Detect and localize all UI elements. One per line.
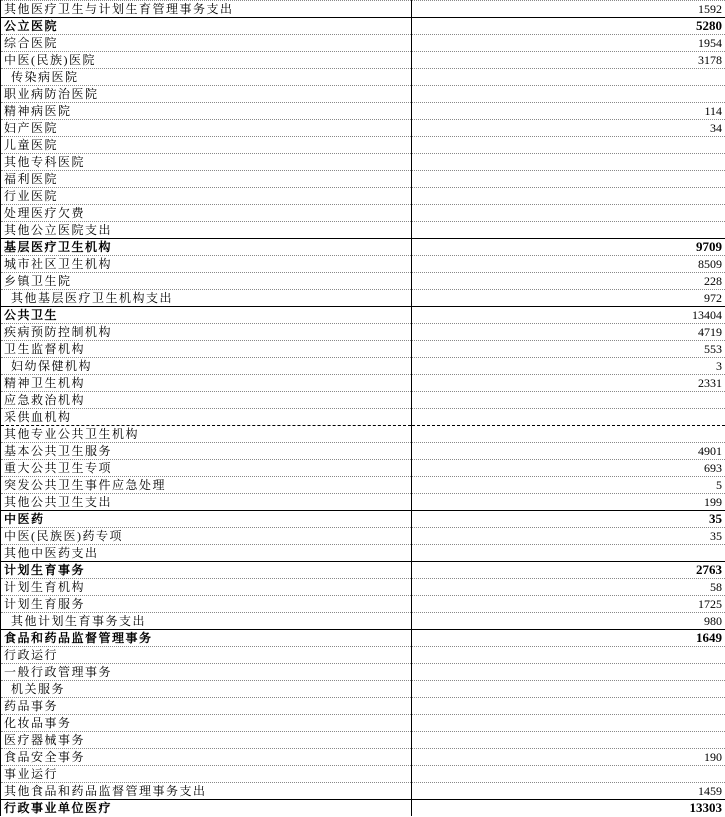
row-value: 35 (412, 528, 725, 545)
row-value (412, 222, 725, 239)
row-value (412, 664, 725, 681)
row-value (412, 154, 725, 171)
row-label: 机关服务 (1, 681, 412, 698)
row-label: 疾病预防控制机构 (1, 324, 412, 341)
table-row (1, 290, 725, 307)
row-value: 3 (412, 358, 725, 375)
table-row (1, 460, 725, 477)
table-row (1, 613, 725, 630)
table-row (1, 137, 725, 154)
row-label: 公共卫生 (1, 307, 412, 324)
row-value: 8509 (412, 256, 725, 273)
row-value: 3178 (412, 52, 725, 69)
row-value: 5 (412, 477, 725, 494)
row-value: 58 (412, 579, 725, 596)
row-value: 13404 (412, 307, 725, 324)
row-value: 1592 (412, 1, 725, 18)
row-value: 1459 (412, 783, 725, 800)
row-label: 其他公立医院支出 (1, 222, 412, 239)
row-value (412, 69, 725, 86)
table-row (1, 664, 725, 681)
row-value (412, 698, 725, 715)
row-value: 4901 (412, 443, 725, 460)
row-label: 食品安全事务 (1, 749, 412, 766)
row-value: 972 (412, 290, 725, 307)
table-row (1, 392, 725, 409)
row-label: 综合医院 (1, 35, 412, 52)
table-row (1, 86, 725, 103)
table-row (1, 375, 725, 392)
row-label: 行政运行 (1, 647, 412, 664)
row-value: 35 (412, 511, 725, 528)
row-label: 中医(民族)医院 (1, 52, 412, 69)
table-row (1, 596, 725, 613)
row-label: 卫生监督机构 (1, 341, 412, 358)
row-value: 1954 (412, 35, 725, 52)
row-label: 妇幼保健机构 (1, 358, 412, 375)
row-value: 553 (412, 341, 725, 358)
row-label: 一般行政管理事务 (1, 664, 412, 681)
table-row (1, 528, 725, 545)
row-label: 基本公共卫生服务 (1, 443, 412, 460)
expenditure-table-body (1, 1, 725, 817)
row-value (412, 171, 725, 188)
row-value (412, 188, 725, 205)
row-label: 职业病防治医院 (1, 86, 412, 103)
row-label: 化妆品事务 (1, 715, 412, 732)
row-value (412, 426, 725, 443)
row-value (412, 86, 725, 103)
table-row (1, 749, 725, 766)
table-row (1, 188, 725, 205)
row-label: 事业运行 (1, 766, 412, 783)
table-row (1, 273, 725, 290)
row-value: 114 (412, 103, 725, 120)
table-row (1, 562, 725, 579)
row-value: 1649 (412, 630, 725, 647)
table-row (1, 324, 725, 341)
row-value: 4719 (412, 324, 725, 341)
row-label: 其他计划生育事务支出 (1, 613, 412, 630)
row-label: 计划生育事务 (1, 562, 412, 579)
table-row (1, 800, 725, 817)
row-label: 食品和药品监督管理事务 (1, 630, 412, 647)
row-label: 行政事业单位医疗 (1, 800, 412, 817)
row-label: 行业医院 (1, 188, 412, 205)
row-value: 9709 (412, 239, 725, 256)
row-label: 妇产医院 (1, 120, 412, 137)
table-row (1, 307, 725, 324)
row-value (412, 392, 725, 409)
row-label: 计划生育机构 (1, 579, 412, 596)
table-row (1, 341, 725, 358)
row-label: 乡镇卫生院 (1, 273, 412, 290)
row-label: 精神卫生机构 (1, 375, 412, 392)
row-value: 34 (412, 120, 725, 137)
table-row (1, 52, 725, 69)
table-row (1, 358, 725, 375)
row-label: 其他中医药支出 (1, 545, 412, 562)
row-label: 重大公共卫生专项 (1, 460, 412, 477)
row-value: 13303 (412, 800, 725, 817)
table-row (1, 766, 725, 783)
row-label: 中医药 (1, 511, 412, 528)
table-row (1, 69, 725, 86)
row-value: 190 (412, 749, 725, 766)
table-row (1, 1, 725, 18)
table-row (1, 409, 725, 426)
table-row (1, 18, 725, 35)
table-row (1, 35, 725, 52)
row-value: 199 (412, 494, 725, 511)
row-value (412, 137, 725, 154)
row-label: 计划生育服务 (1, 596, 412, 613)
row-value (412, 409, 725, 426)
row-label: 其他专业公共卫生机构 (1, 426, 412, 443)
row-value (412, 732, 725, 749)
row-label: 其他专科医院 (1, 154, 412, 171)
table-row (1, 426, 725, 443)
table-row (1, 511, 725, 528)
row-value (412, 766, 725, 783)
table-row (1, 545, 725, 562)
table-row (1, 120, 725, 137)
table-row (1, 732, 725, 749)
row-value: 693 (412, 460, 725, 477)
table-row (1, 681, 725, 698)
row-label: 其他公共卫生支出 (1, 494, 412, 511)
table-row (1, 256, 725, 273)
row-value: 980 (412, 613, 725, 630)
row-value: 2763 (412, 562, 725, 579)
table-row (1, 783, 725, 800)
row-label: 传染病医院 (1, 69, 412, 86)
row-label: 精神病医院 (1, 103, 412, 120)
row-label: 药品事务 (1, 698, 412, 715)
row-label: 突发公共卫生事件应急处理 (1, 477, 412, 494)
row-label: 儿童医院 (1, 137, 412, 154)
table-row (1, 222, 725, 239)
row-value: 2331 (412, 375, 725, 392)
row-value: 228 (412, 273, 725, 290)
row-value (412, 715, 725, 732)
table-row (1, 443, 725, 460)
table-row (1, 698, 725, 715)
table-row (1, 154, 725, 171)
row-label: 应急救治机构 (1, 392, 412, 409)
row-label: 基层医疗卫生机构 (1, 239, 412, 256)
row-label: 公立医院 (1, 18, 412, 35)
row-label: 其他医疗卫生与计划生育管理事务支出 (1, 1, 412, 18)
table-row (1, 715, 725, 732)
table-row (1, 647, 725, 664)
row-label: 处理医疗欠费 (1, 205, 412, 222)
row-value: 5280 (412, 18, 725, 35)
table-row (1, 239, 725, 256)
row-value: 1725 (412, 596, 725, 613)
table-row (1, 171, 725, 188)
table-row (1, 205, 725, 222)
row-label: 其他食品和药品监督管理事务支出 (1, 783, 412, 800)
row-value (412, 681, 725, 698)
row-label: 福利医院 (1, 171, 412, 188)
row-value (412, 205, 725, 222)
row-value (412, 647, 725, 664)
row-label: 采供血机构 (1, 409, 412, 426)
table-row (1, 477, 725, 494)
row-label: 中医(民族医)药专项 (1, 528, 412, 545)
row-label: 医疗器械事务 (1, 732, 412, 749)
row-label: 城市社区卫生机构 (1, 256, 412, 273)
table-row (1, 579, 725, 596)
table-row (1, 103, 725, 120)
table-row (1, 494, 725, 511)
row-label: 其他基层医疗卫生机构支出 (1, 290, 412, 307)
table-row (1, 630, 725, 647)
row-value (412, 545, 725, 562)
